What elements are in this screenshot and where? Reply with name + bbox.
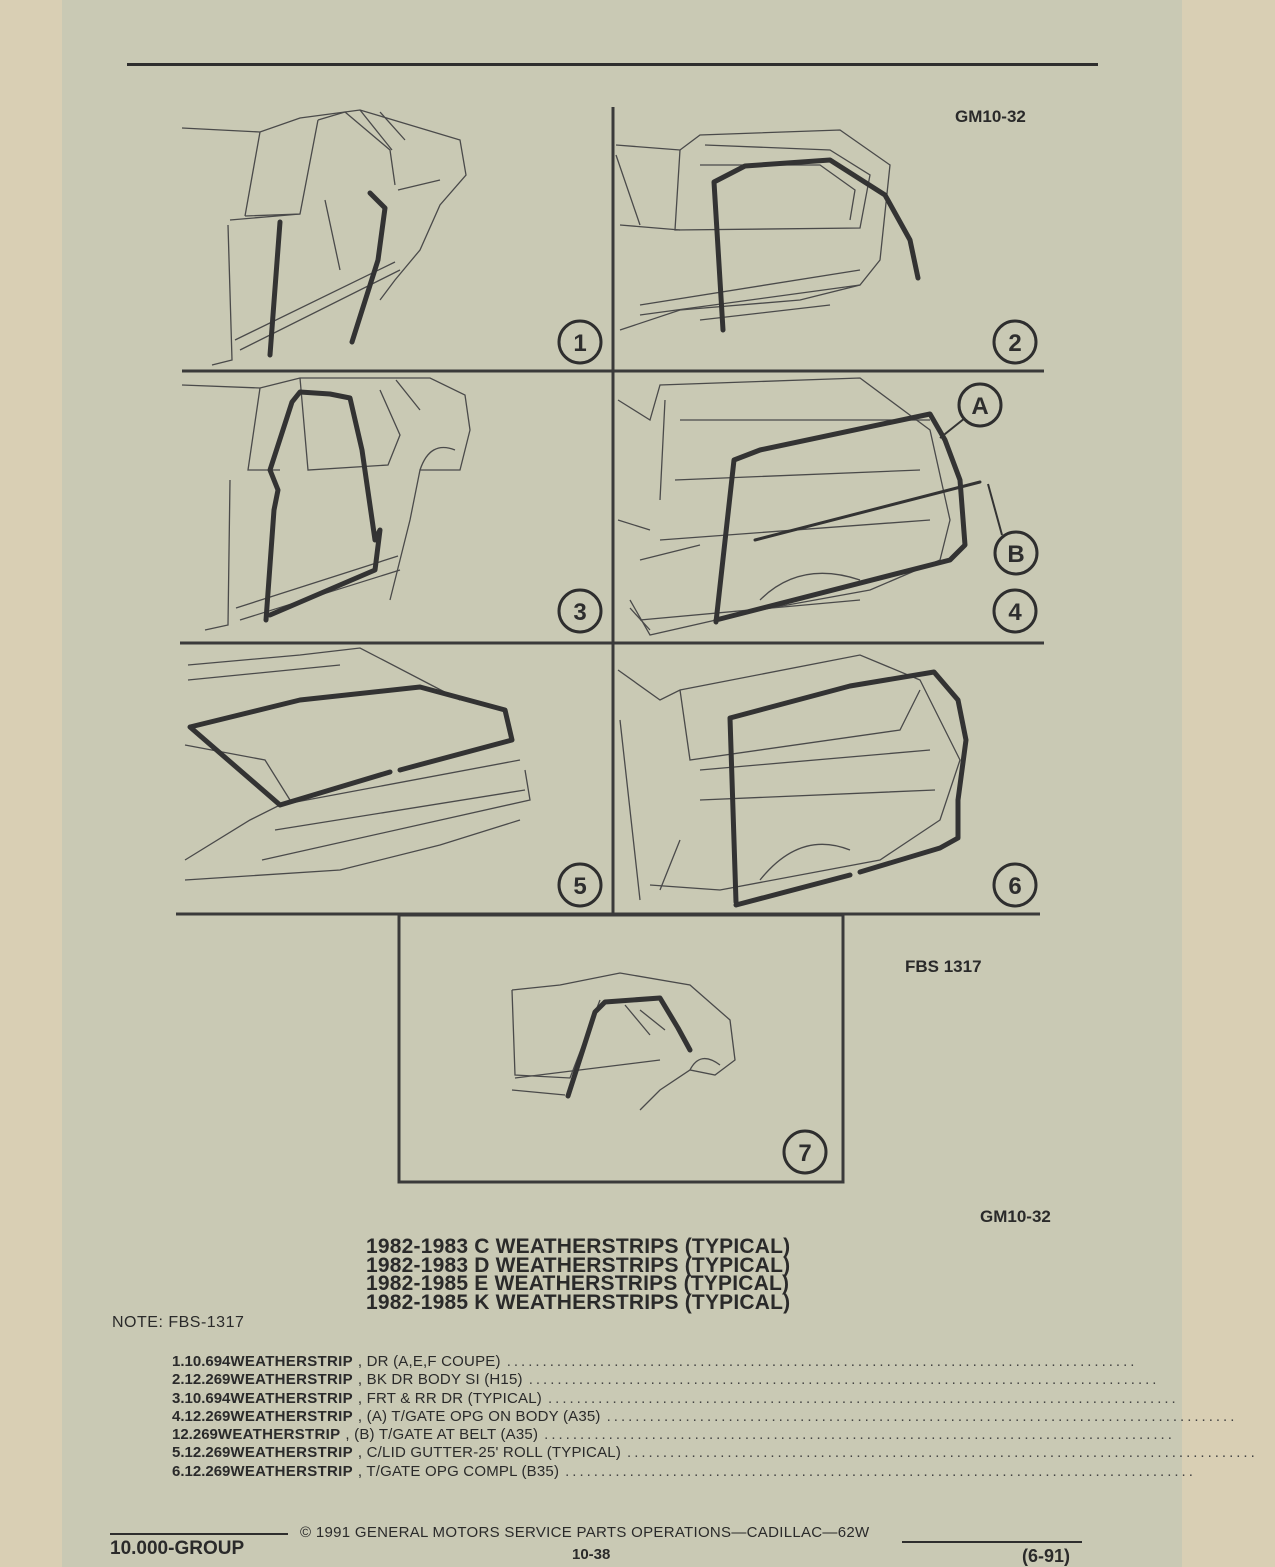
section-title: 1982-1983 C WEATHERSTRIPS (TYPICAL) (366, 1235, 791, 1258)
footer-rule-left (110, 1533, 288, 1535)
footer-copyright: © 1991 GENERAL MOTORS SERVICE PARTS OPERATIONS—CADILLAC—62W (300, 1524, 870, 1541)
panel-1-number: 1 (573, 330, 587, 357)
part-name: WEATHERSTRIP (230, 1407, 353, 1425)
part-row (172, 1444, 1258, 1462)
callout-b-leader (988, 484, 1002, 535)
panel-2-car-outline (616, 130, 890, 330)
dot-leader: ........................................................................................ (547, 1389, 1179, 1407)
part-description: , T/GATE OPG COMPL (B35) (357, 1462, 560, 1480)
part-number: 1. (172, 1353, 185, 1370)
part-number: 3. (172, 1389, 185, 1407)
dot-leader: ........................................................................................ (565, 1462, 1196, 1480)
panel-6-number: 6 (1008, 873, 1022, 900)
part-code: 10.694 (184, 1353, 231, 1370)
section-title: 1982-1985 K WEATHERSTRIPS (TYPICAL) (366, 1290, 791, 1314)
part-name: WEATHERSTRIP (217, 1426, 341, 1444)
weatherstrip-7 (568, 998, 690, 1096)
section-titles (366, 1235, 926, 1314)
part-description: , BK DR BODY SI (H15) (357, 1371, 523, 1389)
callout-a-label: A (971, 393, 989, 420)
part-code: 12.269 (184, 1462, 231, 1480)
panel-1-car-outline (182, 110, 466, 365)
part-description: , (A) T/GATE OPG ON BODY (A35) (357, 1407, 601, 1425)
weatherstrip-5 (190, 687, 512, 805)
part-number: 2. (172, 1371, 185, 1389)
part-row (172, 1407, 1238, 1426)
panel-7-number: 7 (798, 1140, 812, 1167)
panel-3-number: 3 (573, 599, 587, 626)
figure-code-bottom: GM10-32 (980, 1207, 1051, 1226)
panel-7-frame (399, 915, 843, 1182)
panel-5-number: 5 (573, 873, 587, 900)
part-name: WEATHERSTRIP (230, 1389, 353, 1407)
callout-b-label: B (1007, 541, 1025, 568)
part-number: 4. (172, 1407, 185, 1425)
part-row (172, 1426, 1175, 1444)
callout-a-leader (940, 418, 965, 438)
footer-rule-right (902, 1541, 1082, 1543)
weatherstrip-4b (755, 482, 980, 540)
footer-group: 10.000-GROUP (110, 1538, 245, 1559)
part-number: 6. (172, 1462, 185, 1480)
section-title: 1982-1985 E WEATHERSTRIPS (TYPICAL) (366, 1272, 790, 1295)
part-description: , (B) T/GATE AT BELT (A35) (345, 1426, 539, 1444)
part-description: , DR (A,E,F COUPE) (357, 1353, 501, 1370)
footer-page-number: 10-38 (572, 1546, 611, 1563)
panel-4-number: 4 (1008, 599, 1022, 626)
dot-leader: ........................................................................................ (506, 1353, 1138, 1370)
part-row (172, 1353, 1138, 1371)
dot-leader: ........................................................................................ (627, 1444, 1258, 1462)
part-row (172, 1371, 1160, 1389)
panel-5-car-outline (185, 648, 530, 880)
panel-6-car-outline (618, 655, 960, 900)
part-code: 12.269 (184, 1444, 231, 1462)
weatherstrip-6 (730, 672, 966, 905)
part-name: WEATHERSTRIP (230, 1462, 353, 1480)
dot-leader: ........................................................................................ (544, 1426, 1175, 1444)
panel-2-number: 2 (1008, 330, 1022, 357)
part-code: 12.269 (184, 1371, 231, 1389)
part-code: 12.269 (184, 1407, 231, 1425)
part-code: 12.269 (172, 1426, 218, 1444)
footer-date: (6-91) (1022, 1546, 1071, 1566)
panel-7-car-outline (512, 973, 735, 1110)
parts-list (172, 1353, 1258, 1481)
part-row (172, 1389, 1179, 1408)
figure-code-top: GM10-32 (955, 107, 1026, 126)
part-name: WEATHERSTRIP (230, 1371, 353, 1389)
part-description: , FRT & RR DR (TYPICAL) (357, 1389, 542, 1407)
part-code: 10.694 (184, 1389, 231, 1407)
dot-leader: ........................................................................................ (528, 1371, 1160, 1389)
dot-leader: ........................................................................................ (606, 1407, 1238, 1425)
part-name: WEATHERSTRIP (230, 1353, 353, 1370)
weatherstrip-1 (270, 193, 385, 355)
figure-code-middle: FBS 1317 (905, 957, 982, 976)
part-number: 5. (172, 1444, 185, 1462)
part-row (172, 1462, 1196, 1481)
weatherstrip-3 (266, 392, 380, 620)
note: NOTE: FBS-1317 (112, 1314, 245, 1331)
part-description: , C/LID GUTTER-25' ROLL (TYPICAL) (357, 1444, 622, 1462)
section-title: 1982-1983 D WEATHERSTRIPS (TYPICAL) (366, 1253, 791, 1277)
part-name: WEATHERSTRIP (230, 1444, 353, 1462)
panel-4-car-outline (618, 378, 950, 635)
